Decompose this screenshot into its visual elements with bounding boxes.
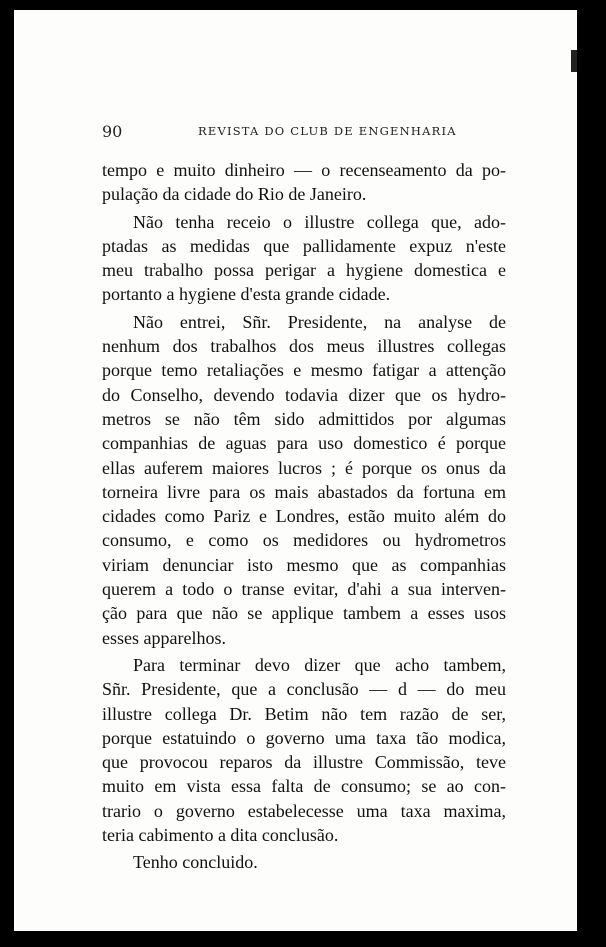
text-line: ellas auferem maiores lucros ; é porque os onus da [102,457,506,478]
text-line: Não entrei, Sñr. Presidente, na analyse de [133,311,506,332]
text-line: Sñr. Presidente, que a conclusão — d — do meu [102,679,506,700]
text-line: muito em vista essa falta de consumo; se ao con- [102,776,506,797]
page-number: 90 [102,122,123,141]
text-line: meu trabalho possa perigar a hygiene domestica e [102,260,506,281]
text-line: que provocou reparos da illustre Commissão, teve [102,752,506,773]
running-title: REVISTA DO CLUB DE ENGENHARIA [198,124,457,138]
paragraph [102,850,506,874]
page-edge-shadow [577,10,591,931]
text-line: tempo e muito dinheiro — o recenseamento da po- [102,160,506,180]
book-page [14,10,591,931]
paragraph [102,158,506,207]
text-line: Não tenha receio o illustre collega que, ado- [133,211,506,232]
text-line: trario o governo estabelecesse uma taxa maxima, [102,800,506,821]
text-line: pulação da cidade do Rio de Janeiro. [102,184,367,205]
binding-mark [571,50,577,72]
text-line: cidades como Pariz e Londres, estão muito além do [102,506,506,527]
text-line: consumo, e como os medidores ou hydrometros [102,530,506,551]
paragraph [102,210,506,307]
text-line: ptadas as medidas que pallidamente expuz n'este [102,235,506,256]
text-line: torneira livre para os mais abastados da fortuna em [102,481,506,502]
body-text [102,158,506,875]
text-line: porque temo retaliações e mesmo fatigar a attenção [102,360,506,381]
text-line: querem a todo o transe evitar, d'ahi a sua interven- [102,579,506,600]
paragraph [102,310,506,650]
text-line: teria cabimento a dita conclusão. [102,825,339,846]
text-line: companhias de aguas para uso domestico é porque [102,433,506,454]
text-line: Tenho concluido. [133,852,258,873]
text-line: Para terminar devo dizer que acho tambem, [133,654,506,675]
text-line: esses apparelhos. [102,627,226,648]
text-line: portanto a hygiene d'esta grande cidade. [102,284,391,305]
paragraph [102,653,506,847]
text-line: illustre collega Dr. Betim não tem razão de ser, [102,703,506,724]
page-header [102,122,506,144]
text-line: viriam denunciar isto mesmo que as companhias [102,554,506,575]
text-line: ção para que não se applique tambem a esses usos [102,603,506,624]
text-line: do Conselho, devendo todavia dizer que os hydro- [102,384,506,405]
text-line: nenhum dos trabalhos dos meus illustres collegas [102,336,506,357]
text-line: porque estatuindo o governo uma taxa tão modica, [102,727,506,748]
text-line: metros se não têm sido admittidos por algumas [102,408,506,429]
